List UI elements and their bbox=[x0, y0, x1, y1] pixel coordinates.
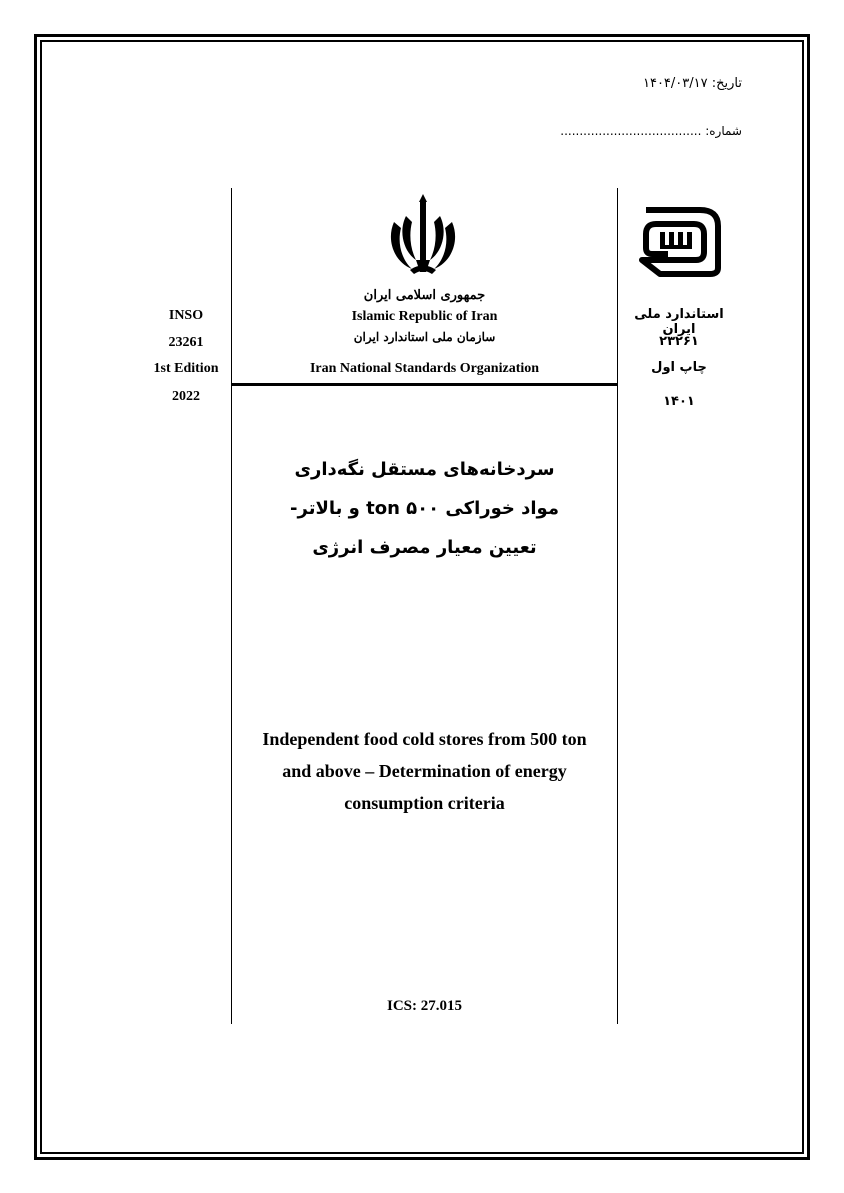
title-fa-line-2: مواد خوراکی ton ۵۰۰ و بالاتر- bbox=[290, 498, 559, 519]
title-en-line-2: and above – Determination of energy bbox=[282, 761, 567, 781]
title-en-line-1: Independent food cold stores from 500 ton bbox=[262, 729, 587, 749]
iran-emblem-icon bbox=[380, 192, 466, 276]
number-line: شماره: ..................................... bbox=[560, 124, 742, 138]
isiri-logo-icon bbox=[638, 204, 724, 278]
title-fa-line-3: تعیین معیار مصرف انرژی bbox=[312, 537, 537, 558]
edition-fa: چاپ اول bbox=[651, 360, 707, 375]
ics-code: ICS: 27.015 bbox=[386, 998, 462, 1014]
inso-code: INSO bbox=[168, 308, 204, 323]
title-en-line-3: consumption criteria bbox=[344, 793, 505, 813]
standard-number: 23261 bbox=[168, 335, 204, 350]
en-country: Islamic Republic of Iran bbox=[351, 309, 498, 324]
edition-year: 2022 bbox=[172, 389, 200, 404]
en-org: Iran National Standards Organization bbox=[309, 361, 540, 376]
fa-org: سازمان ملی استاندارد ایران bbox=[353, 330, 496, 344]
edition: 1st Edition bbox=[153, 361, 219, 376]
title-fa-line-1: سردخانه‌های مستقل نگه‌داری bbox=[294, 459, 555, 480]
national-standard-number: ۲۳۲۶۱ bbox=[659, 334, 699, 349]
year-fa: ۱۴۰۱ bbox=[663, 394, 695, 409]
national-standard-label: استاندارد ملی ایران bbox=[634, 307, 724, 337]
fa-country: جمهوری اسلامی ایران bbox=[363, 288, 486, 303]
date-line: تاریخ: ۱۴۰۴/۰۳/۱۷ bbox=[642, 76, 742, 91]
header-rule bbox=[231, 383, 618, 386]
